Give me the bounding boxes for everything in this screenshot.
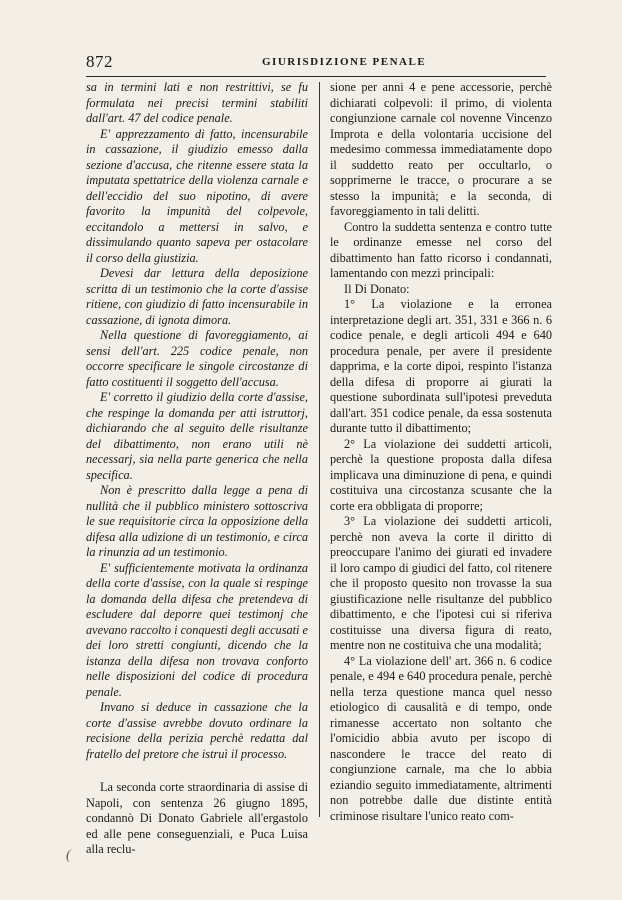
maxim-paragraph: Invano si deduce in cassazione che la corte d'assise avrebbe dovuto ordinare la recisione della perizia perchè redatta dal fratello del pretore che istruì il processo. [86, 700, 308, 761]
maxim-paragraph: Non è prescritto dalla legge a pena di nullità che il pubblico ministero sottoscriva le sue requisitorie circa la opposizione della difesa alla udizione di un testimonio, e circa la rinunzia ad un testimonio. [86, 483, 308, 559]
section-gap [86, 762, 308, 780]
body-paragraph: Il Di Donato: [344, 281, 410, 296]
body-paragraph: Contro la suddetta sentenza e contro tutte le ordinanze emesse nel corso del dibattimento han fatto ricorso i condannati, lamentando con mezzi principali: [330, 219, 552, 280]
body-paragraph: 3° La violazione dei suddetti articoli, perchè non aveva la corte il diritto di preoccupare l'animo dei giurati ed invadere il loro campo di giudici del fatto, col ritenere che il proposto quesito non trovasse la sua giustificazione nelle risultanze del pubblico dibattimento, e che l'ipotesi cui si riferiva costituisse una diversa figura di reato, mentre non ne costituiva che una modalità; [330, 514, 552, 652]
body-paragraph: 2° La violazione dei suddetti articoli, perchè la questione proposta dalla difesa implicava una diminuzione di pena, e quindi costituiva una circostanza scusante che la corte era obbligata di proporre; [330, 436, 552, 513]
right-column [330, 80, 552, 824]
maxim-paragraph: Nella questione di favoreggiamento, ai sensi dell'art. 225 codice penale, non occorre specificare le singole circostanze di fatto costituenti il soggetto dell'accusa. [86, 328, 308, 389]
page-number: 872 [86, 52, 113, 71]
column-divider [319, 82, 320, 817]
running-title: GIURISDIZIONE PENALE [262, 56, 427, 68]
maxim-paragraph: E' sufficientemente motivata la ordinanza della corte d'assise, con la quale si respinge la domanda della difesa che pretendeva di escludere dal deporre quei testimonj che avevano raccolto i conquesti degli accusati e dei loro stretti congiunti, dicendo che la istanza della difesa non trovava conforto nelle disposizioni del codice di procedura penale. [86, 560, 308, 699]
maxim-paragraph: sa in termini lati e non restrittivi, se fu formulata nei precisi termini stabiliti dall'art. 47 del codice penale. [86, 80, 308, 125]
body-paragraph: sione per anni 4 e pene accessorie, perchè dichiarati colpevoli: il primo, di violenta congiunzione carnale col novenne Vincenzo Improta e della volontaria uccisione del medesimo commessa immediatamente dopo il suddetto reato per occultarlo, o sopprimerne le tracce, o procurare a se stesso la impunità; e la seconda, di favoreggiamento in tali delitti. [330, 80, 552, 218]
narrative-paragraph: La seconda corte straordinaria di assise di Napoli, con sentenza 26 giugno 1895, condannò Di Donato Gabriele all'ergastolo ed alle pene conseguenziali, e Puca Luisa alla reclu- [86, 780, 308, 856]
body-paragraph: 4° La violazione dell' art. 366 n. 6 codice penale, e 494 e 640 procedura penale, perchè nella terza questione manca quel nesso etiologico di causalità e di tempo, onde rimanesse accertato non soltanto che l'omicidio abbia avuto per iscopo di nascondere le tracce del reato di congiunzione carnale, ma che lo abbia eziandio seguito immediatamente, altrimenti non potrebbe dalle due distinte entità criminose risultare l'unico reato com- [330, 653, 552, 823]
left-column [86, 80, 308, 858]
maxim-paragraph: E' apprezzamento di fatto, incensurabile in cassazione, il giudizio emesso dalla sezione d'accusa, che ritenne essere stata la imputata spettatrice della violenza carnale e dell'eccidio del suo nipotino, di avere favorito la impunità del colpevole, eccitandolo a mettersi in salvo, e dissimulando quanto sapeva per ostacolare il corso della giustizia. [86, 126, 308, 265]
margin-mark: ( [66, 848, 71, 863]
body-paragraph: 1° La violazione e la erronea interpretazione degli art. 351, 331 e 366 n. 6 codice penale, e degli articoli 494 e 640 procedura penale, per avere il presidente dapprima, e la corte dipoi, respinto l'istanza della difesa di proporre ai giurati la questione subordinata sull'ipotesi preveduta dall'art. 351 codice penale, da essa sostenuta durante tutto il dibattimento; [330, 297, 552, 435]
maxim-paragraph: E' corretto il giudizio della corte d'assise, che respinge la domanda per atti istruttorj, dichiarando che al seguito delle risultanze del dibattimento, non erano utili nè necessarj, sia nella parte generica che nella specifica. [86, 390, 308, 482]
maxim-paragraph: Devesi dar lettura della deposizione scritta di un testimonio che la corte d'assise ritiene, con giudizio di fatto incensurabile in cassazione, di ignota dimora. [86, 266, 308, 327]
header-rule [86, 76, 546, 77]
